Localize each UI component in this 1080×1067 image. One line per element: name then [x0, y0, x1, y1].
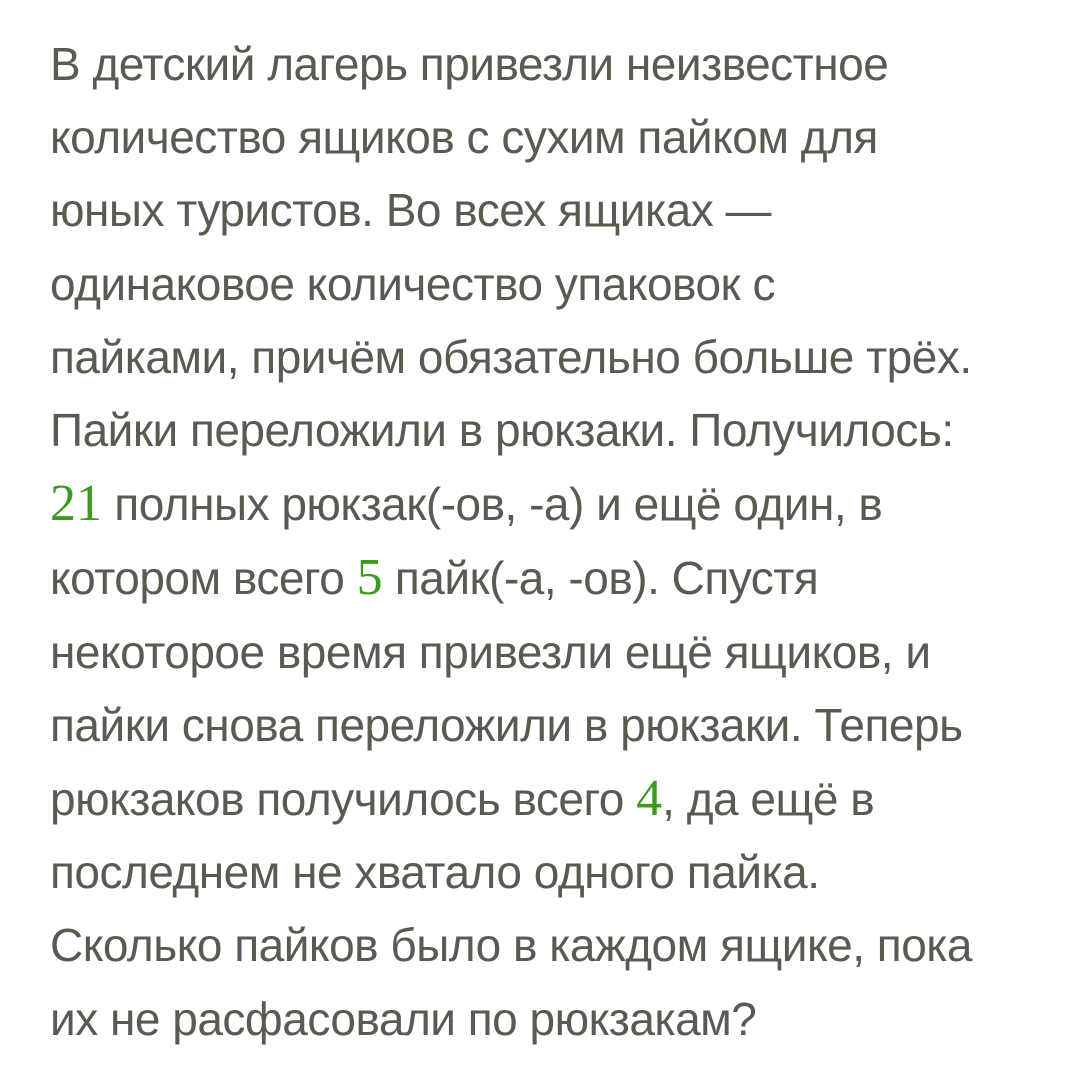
- text-line: Сколько пайков было в каждом ящике, пока: [50, 919, 972, 972]
- text-line: некоторое время привезли ещё ящиков, и: [50, 625, 931, 678]
- text-line: [50, 541, 1060, 615]
- text-segment: рюкзаков получилось всего: [50, 773, 637, 826]
- text-line: юных туристов. Во всех ящиках —: [50, 184, 771, 237]
- highlighted-number: 4: [636, 770, 663, 828]
- highlighted-number: 21: [50, 475, 102, 533]
- text-line: последнем не хватало одного пайка.: [50, 846, 820, 899]
- text-line: [50, 762, 1060, 836]
- text-segment: пайк(-а, -ов). Спустя: [382, 552, 819, 605]
- text-line: В детский лагерь привезли неизвестное: [50, 38, 889, 90]
- text-line: Пайки переложили в рюкзаки. Получилось:: [50, 404, 954, 457]
- problem-text: [50, 28, 1060, 1056]
- highlighted-number: 5: [356, 549, 383, 607]
- text-segment: , да ещё в: [662, 773, 875, 826]
- text-line: пайки снова переложили в рюкзаки. Теперь: [50, 698, 963, 751]
- text-line: количество ящиков с сухим пайком для: [50, 111, 878, 164]
- text-line: одинаковое количество упаковок с: [50, 257, 775, 310]
- text-segment: котором всего: [50, 552, 357, 605]
- text-line: [50, 467, 1060, 541]
- text-segment: полных рюкзак(-ов, -а) и ещё один, в: [102, 478, 883, 531]
- text-line: пайками, причём обязательно больше трёх.: [50, 330, 972, 383]
- text-line: их не расфасовали по рюкзакам?: [50, 992, 757, 1045]
